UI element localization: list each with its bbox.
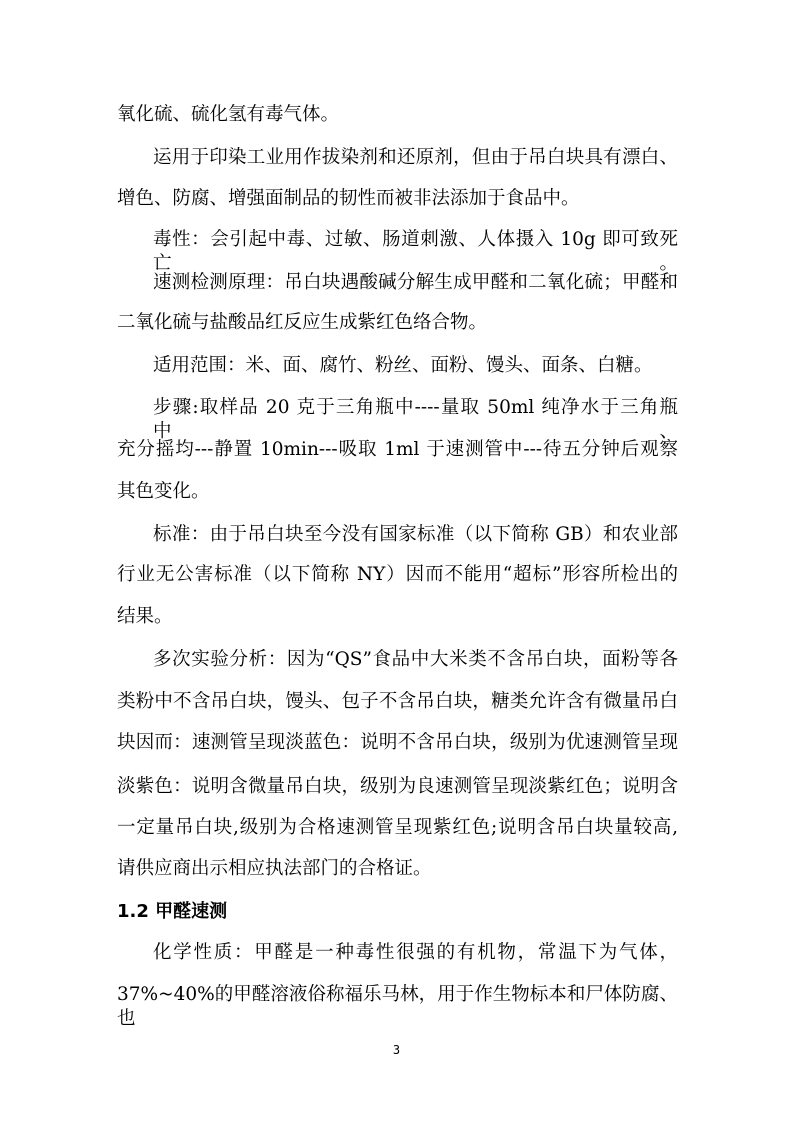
text-line: 行业无公害标准（以下简称 NY）因而不能用“超标”形容所检出的 [117,564,678,585]
text-line: 结果。 [117,606,173,627]
text-line: 类粉中不含吊白块，馒头、包子不含吊白块，糖类允许含有微量吊白 [117,691,678,712]
text-line: 一定量吊白块,级别为合格速测管呈现紫红色;说明含吊白块量较高, [117,817,678,838]
text-line: 运用于印染工业用作拔染剂和还原剂，但由于吊白块具有漂白、 [153,147,678,168]
text-line: 37%~40%的甲醛溶液俗称福乐马林，用于作生物标本和尸体防腐、也 [117,984,678,1029]
text-line: 二氧化硫与盐酸品红反应生成紫红色络合物。 [117,312,488,333]
text-line: 速测检测原理：吊白块遇酸碱分解生成甲醛和二氧化硫；甲醛和 [153,272,678,293]
text-line: 请供应商出示相应执法部门的合格证。 [117,858,432,879]
text-line: 毒性：会引起中毒、过敏、肠道刺激、人体摄入 10g 即可致死亡。 [153,229,678,274]
text-line: 适用范围：米、面、腐竹、粉丝、面粉、馒头、面条、白糖。 [153,355,653,376]
text-line: 步骤:取样品 20 克于三角瓶中----量取 50ml 纯净水于三角瓶中、 [153,397,678,442]
text-line: 淡紫色：说明含微量吊白块，级别为良速测管呈现淡紫红色；说明含 [117,776,678,797]
section-heading: 1.2 甲醛速测 [117,901,228,922]
text-line: 氧化硫、硫化氢有毒气体。 [117,104,340,125]
text-line: 标准：由于吊白块至今没有国家标准（以下简称 GB）和农业部 [153,524,678,545]
text-line: 多次实验分析：因为“QS”食品中大米类不含吊白块，面粉等各 [153,649,678,670]
text-line: 块因而：速测管呈现淡蓝色：说明不含吊白块，级别为优速测管呈现 [117,732,678,753]
text-line: 增色、防腐、增强面制品的韧性而被非法添加于食品中。 [117,188,580,209]
text-line: 化学性质：甲醛是一种毒性很强的有机物，常温下为气体， [153,942,678,963]
text-line: 充分摇均---静置 10min---吸取 1ml 于速测管中---待五分钟后观察 [117,439,678,460]
page-number: 3 [392,1043,401,1057]
text-line: 其色变化。 [117,481,210,502]
